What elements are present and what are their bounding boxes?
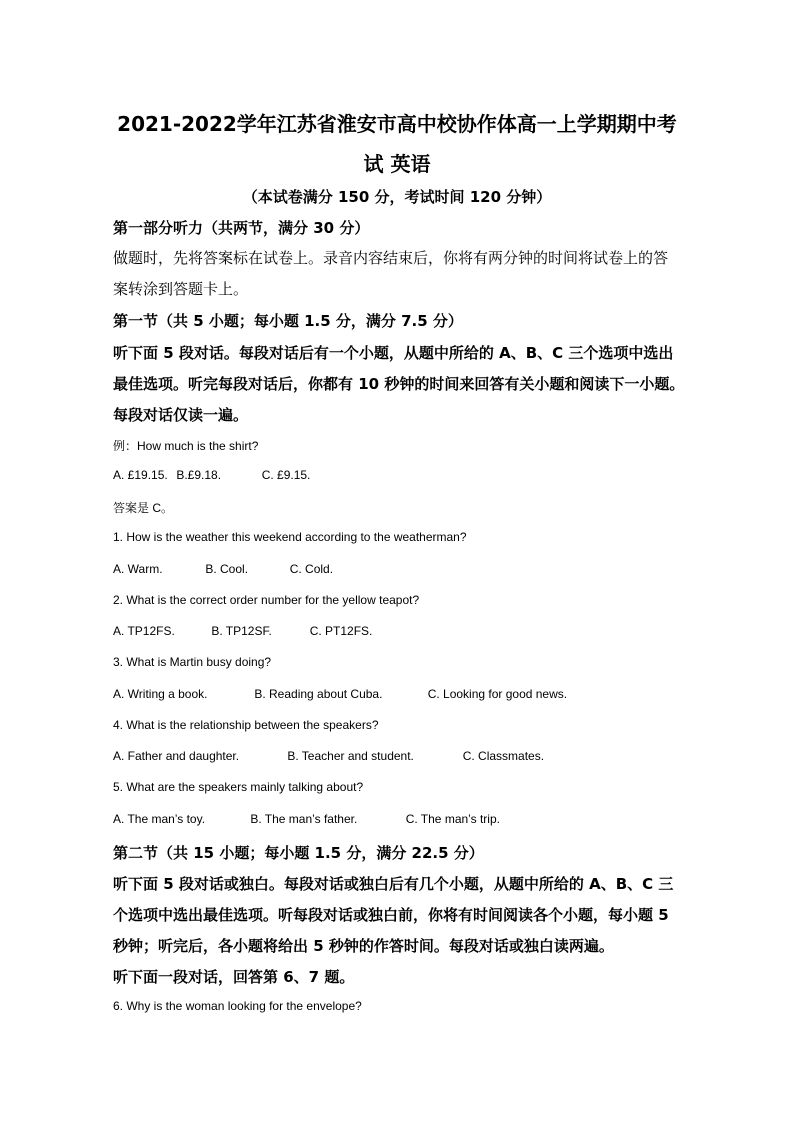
question-4-option-a: A. Father and daughter.	[113, 749, 240, 763]
question-6: 6. Why is the woman looking for the envelope?	[113, 999, 362, 1013]
question-4: 4. What is the relationship between the speakers?	[113, 718, 379, 732]
question-5-option-b: B. The man’s father.	[250, 812, 358, 826]
example-option-b: B.£9.18.	[176, 468, 222, 482]
question-2-option-b: B. TP12SF.	[211, 624, 272, 638]
part1-instruction-line-1: 做题时，先将答案标在试卷上。录音内容结束后，你将有两分钟的时间将试卷上的答	[113, 249, 669, 267]
section1-instruction-line-2: 最佳选项。听完每段对话后，你都有 10 秒钟的时间来回答有关小题和阅读下一小题。	[113, 375, 685, 393]
question-4-option-b: B. Teacher and student.	[287, 749, 414, 763]
section2-instruction-line-2: 个选项中选出最佳选项。听每段对话或独白前，你将有时间阅读各个小题，每小题 5	[113, 906, 669, 924]
example-question: 例：How much is the shirt?	[113, 439, 259, 453]
question-3: 3. What is Martin busy doing?	[113, 655, 272, 669]
subtitle: （本试卷满分 150 分，考试时间 120 分钟）	[242, 188, 552, 206]
question-3-options	[113, 687, 567, 701]
question-1: 1. How is the weather this weekend according to the weatherman?	[113, 530, 467, 544]
question-3-option-a: A. Writing a book.	[113, 687, 208, 701]
example-options	[113, 468, 310, 482]
section2-subheading: 听下面一段对话，回答第 6、7 题。	[113, 968, 355, 986]
question-2: 2. What is the correct order number for the yellow teapot?	[113, 593, 420, 607]
section1-heading: 第一节（共 5 小题；每小题 1.5 分，满分 7.5 分）	[113, 312, 463, 330]
section2-instruction-line-1: 听下面 5 段对话或独白。每段对话或独白后有几个小题，从题中所给的 A、B、C 三	[113, 875, 674, 893]
section1-instruction-line-1: 听下面 5 段对话。每段对话后有一个小题，从题中所给的 A、B、C 三个选项中选出	[113, 344, 674, 362]
example-option-c: C. £9.15.	[261, 468, 311, 482]
question-2-options	[113, 624, 372, 638]
section2-instruction-line-3: 秒钟；听完后，各小题将给出 5 秒钟的作答时间。每段对话或独白读两遍。	[113, 937, 614, 955]
question-5-options	[113, 812, 500, 826]
part1-instruction-line-2: 案转涂到答题卡上。	[113, 280, 249, 298]
part1-heading: 第一部分听力（共两节，满分 30 分）	[113, 219, 370, 237]
question-1-option-b: B. Cool.	[205, 562, 249, 576]
question-3-option-c: C. Looking for good news.	[427, 687, 568, 701]
question-2-option-a: A. TP12FS.	[113, 624, 175, 638]
section1-instruction-line-3: 每段对话仅读一遍。	[113, 406, 249, 424]
question-1-options	[113, 562, 333, 576]
question-3-option-b: B. Reading about Cuba.	[254, 687, 383, 701]
section2-heading: 第二节（共 15 小题；每小题 1.5 分，满分 22.5 分）	[113, 844, 484, 862]
question-2-option-c: C. PT12FS.	[309, 624, 373, 638]
question-4-options	[113, 749, 544, 763]
question-1-option-a: A. Warm.	[113, 562, 163, 576]
question-1-option-c: C. Cold.	[289, 562, 334, 576]
question-4-option-c: C. Classmates.	[462, 749, 545, 763]
title-line-2: 试 英语	[363, 152, 431, 176]
question-5-option-a: A. The man’s toy.	[113, 812, 206, 826]
example-option-a: A. £19.15.	[113, 468, 168, 482]
question-5: 5. What are the speakers mainly talking about?	[113, 780, 364, 794]
title-line-1: 2021-2022学年江苏省淮安市高中校协作体高一上学期期中考	[117, 112, 677, 136]
question-5-option-c: C. The man’s trip.	[405, 812, 500, 826]
example-answer: 答案是 C。	[113, 501, 174, 515]
